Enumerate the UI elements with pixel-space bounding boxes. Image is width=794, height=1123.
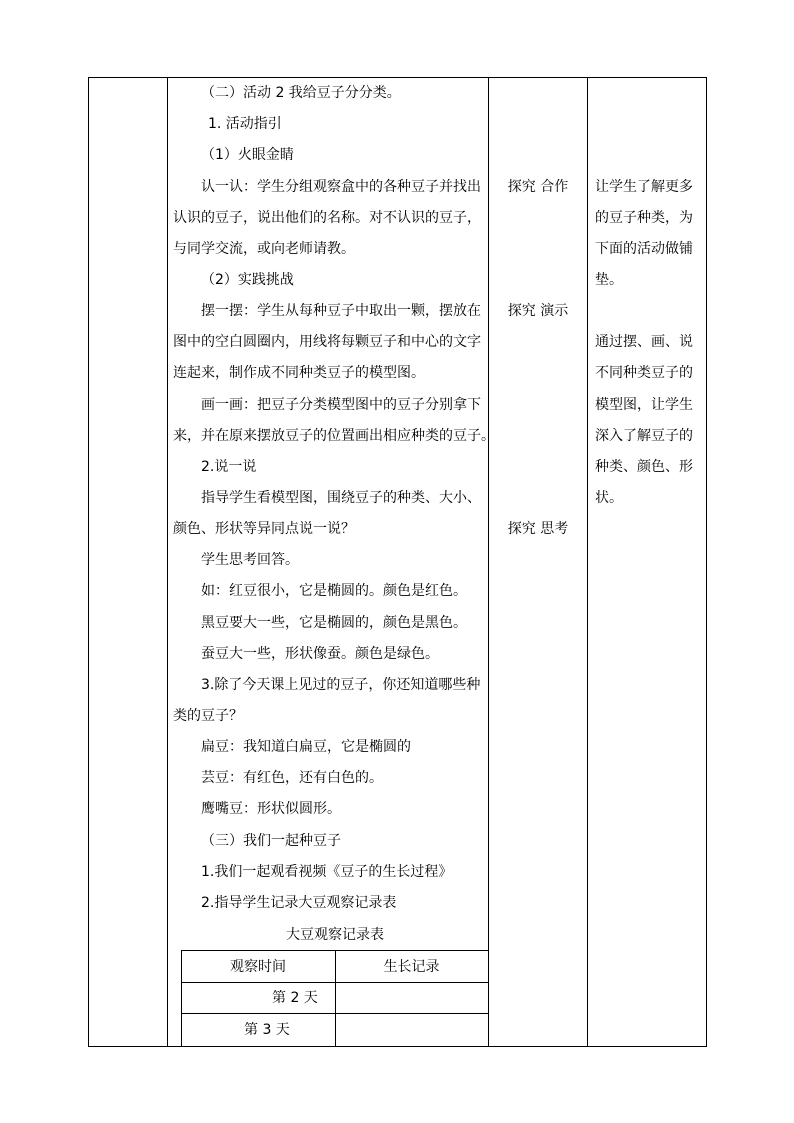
activity-label: 探究 思考 — [507, 521, 569, 537]
content-line: 3.除了今天课上见过的豆子，你还知道哪些种 — [201, 677, 481, 693]
activity-label: 探究 合作 — [507, 179, 569, 195]
content-line: 来，并在原来摆放豆子的位置画出相应种类的豆子。 — [173, 428, 495, 444]
content-line: 颜色、形状等异同点说一说？ — [173, 521, 355, 537]
content-line: 1.我们一起观看视频《豆子的生长过程》 — [201, 864, 453, 880]
content-line: 学生思考回答。 — [201, 552, 299, 568]
column-divider-1 — [167, 77, 168, 1047]
intent-line: 种类、颜色、形 — [595, 459, 693, 475]
outer-table-left-border — [88, 77, 89, 1047]
content-line: （三）我们一起种豆子 — [201, 833, 341, 849]
content-line: 鹰嘴豆：形状似圆形。 — [201, 801, 341, 817]
content-line: 摆一摆：学生从每种豆子中取出一颗，摆放在 — [201, 303, 481, 319]
column-divider-2 — [488, 77, 489, 1047]
content-line: 2.说一说 — [201, 459, 257, 475]
intent-line: 垫。 — [595, 272, 623, 288]
activity-label: 探究 演示 — [507, 303, 569, 319]
content-line: 2.指导学生记录大豆观察记录表 — [201, 895, 397, 911]
content-line: 指导学生看模型图，围绕豆子的种类、大小、 — [201, 490, 481, 506]
record-table-cell-day: 第 3 天 — [244, 1022, 290, 1038]
intent-line: 让学生了解更多 — [595, 179, 693, 195]
content-line: 认识的豆子，说出他们的名称。对不认识的豆子， — [173, 210, 481, 226]
content-line: 与同学交流，或向老师请教。 — [173, 241, 355, 257]
content-line: （二）活动 2 我给豆子分分类。 — [201, 85, 401, 101]
content-line: 类的豆子？ — [173, 708, 243, 724]
intent-line: 模型图，让学生 — [595, 397, 693, 413]
intent-line: 的豆子种类，为 — [595, 210, 693, 226]
outer-table-bottom-border — [88, 1046, 707, 1047]
record-table-cell-day: 第 2 天 — [272, 990, 318, 1006]
outer-table-right-border — [706, 77, 707, 1047]
content-line: 蚕豆大一些，形状像蚕。颜色是绿色。 — [201, 646, 439, 662]
content-line: 黑豆要大一些，它是椭圆的，颜色是黑色。 — [201, 615, 467, 631]
record-table-title: 大豆观察记录表 — [286, 927, 384, 943]
intent-line: 深入了解豆子的 — [595, 428, 693, 444]
intent-line: 下面的活动做铺 — [595, 241, 693, 257]
content-line: （1）火眼金睛 — [201, 147, 294, 163]
content-line: 芸豆：有红色，还有白色的。 — [201, 770, 383, 786]
content-line: 认一认：学生分组观察盒中的各种豆子并找出 — [201, 179, 481, 195]
intent-line: 通过摆、画、说 — [595, 334, 693, 350]
outer-table-top-border — [88, 77, 707, 78]
content-line: 1. 活动指引 — [208, 116, 282, 132]
content-line: 画一画：把豆子分类模型图中的豆子分别拿下 — [201, 397, 481, 413]
content-line: 扁豆：我知道白扁豆，它是椭圆的 — [201, 739, 411, 755]
intent-line: 不同种类豆子的 — [595, 365, 693, 381]
content-line: 如：红豆很小，它是椭圆的。颜色是红色。 — [201, 583, 467, 599]
content-line: 连起来，制作成不同种类豆子的模型图。 — [173, 365, 425, 381]
column-divider-3 — [587, 77, 588, 1047]
record-table-header-record: 生长记录 — [383, 959, 440, 975]
content-line: 图中的空白圆圈内，用线将每颗豆子和中心的文字 — [173, 334, 481, 350]
record-table-header-time: 观察时间 — [230, 959, 286, 975]
content-line: （2）实践挑战 — [201, 272, 294, 288]
intent-line: 状。 — [595, 490, 623, 506]
